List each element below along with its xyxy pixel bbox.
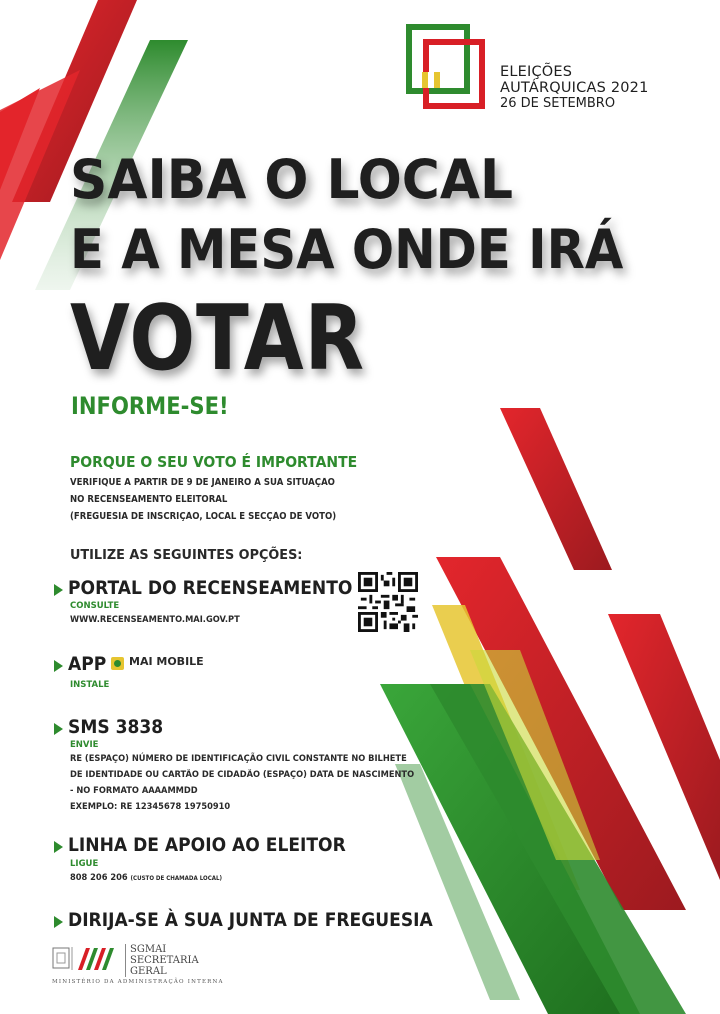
portal-action: CONSULTE [70,601,120,611]
linha-title: LINHA DE APOIO AO ELEITOR [68,834,346,856]
eleicoes-logo-icon [406,24,488,110]
sms-line-2: DE IDENTIDADE OU CARTÃO DE CIDADÃO (ESPAÇO) DATA DE NASCIMENTO [70,770,415,780]
sgmai-name: SGMAI [130,944,167,955]
arrow-icon [54,584,63,596]
sgmai-geral: GERAL [130,966,167,977]
intro-line-1: VERIFIQUE A PARTIR DE 9 DE JANEIRO A SUA SITUAÇÃO [70,477,335,488]
sms-action: ENVIE [70,740,99,750]
linha-phone-row [70,870,222,887]
sms-title: SMS 3838 [68,716,164,738]
sms-line-1: RE (ESPAÇO) NÚMERO DE IDENTIFICAÇÃO CIVIL CONSTANTE NO BILHETE [70,754,407,764]
sms-line-3: - NO FORMATO AAAAMMDD [70,786,198,796]
headline-line-1: SAIBA O LOCAL [70,148,513,211]
ministerio-text: MINISTÉRIO DA ADMINISTRAÇÃO INTERNA [52,979,224,985]
qr-code-icon [358,572,418,632]
options-heading: UTILIZE AS SEGUINTES OPÇÕES: [70,547,303,563]
linha-phone[interactable]: 808 206 206 [70,873,128,883]
mai-mobile-app-icon[interactable] [111,657,124,670]
election-title-2: AUTÁRQUICAS 2021 [500,80,649,96]
election-info [500,64,649,111]
stripe-red-br-1 [500,408,612,570]
sgmai-secretaria: SECRETARIA [130,955,199,966]
portal-title: PORTAL DO RECENSEAMENTO [68,577,353,599]
headline-line-2: E A MESA ONDE IRÁ [70,218,624,281]
arrow-icon [54,723,63,735]
junta-title: DIRIJA-SE À SUA JUNTA DE FREGUESIA [68,909,433,931]
arrow-icon [54,916,63,928]
app-name: MAI MOBILE [129,655,204,668]
intro-line-2: NO RECENSEAMENTO ELEITORAL [70,494,228,505]
app-action: INSTALE [70,680,110,690]
app-title: APP [68,653,107,675]
arrow-icon [54,660,63,672]
sms-line-4: EXEMPLO: RE 12345678 19750910 [70,802,231,812]
election-date: 26 DE SETEMBRO [500,96,616,111]
intro-line-3: (FREGUESIA DE INSCRIÇÃO, LOCAL E SECÇÃO DE VOTO) [70,511,337,522]
headline-votar: VOTAR [70,286,365,391]
arrow-icon [54,841,63,853]
sgmai-text [125,944,199,977]
portal-url[interactable]: WWW.RECENSEAMENTO.MAI.GOV.PT [70,615,240,625]
intro-title: PORQUE O SEU VOTO É IMPORTANTE [70,453,358,471]
linha-action: LIGUE [70,859,99,869]
election-title-1: ELEIÇÕES [500,64,573,80]
sgmai-logo-icon [52,944,122,976]
informe-heading: INFORME-SE! [71,392,229,420]
linha-note: (CUSTO DE CHAMADA LOCAL) [130,875,223,882]
